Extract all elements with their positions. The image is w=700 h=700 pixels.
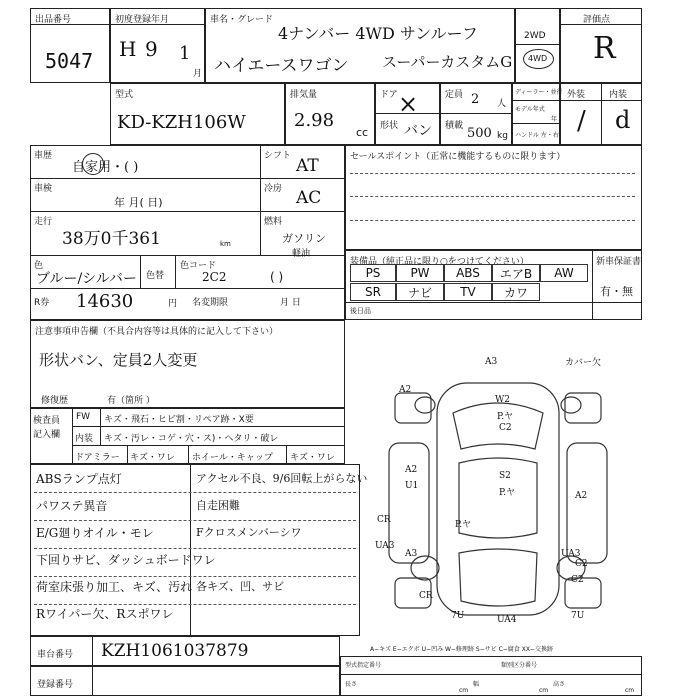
remark-left-2: E/G廻りオイル・モレ	[36, 526, 154, 540]
aftermarket-label: 後日品	[350, 307, 371, 315]
reg-number-box	[30, 666, 340, 696]
category-label: 類別区分番号	[501, 662, 538, 669]
diagram-mark-15: UA3	[561, 549, 581, 559]
diagram-mark-19: 7U	[451, 611, 465, 621]
height-label: 高さ	[553, 681, 566, 688]
model-code-box	[110, 83, 285, 145]
mileage-label: 走行	[34, 217, 53, 227]
equipment-row1-2: ABS	[444, 264, 492, 282]
equipment-row1-3: エアB	[492, 264, 540, 282]
remark-left-3: 下回りサビ、ダッシュボードワレ	[36, 553, 216, 567]
color-code: 2C2	[202, 270, 227, 284]
capacity: 2	[471, 92, 480, 107]
mileage-unit: km	[220, 240, 231, 248]
score-box	[560, 8, 642, 83]
diagram-legend: A−キズ E−エクボ U−凹み W−修理跡 S−サビ C−腐食 XX−交換跡	[370, 646, 553, 653]
name-change-value: 月 日	[280, 298, 301, 308]
first-reg-label: 初度登録年月	[115, 15, 170, 25]
designation-box	[340, 656, 642, 696]
diagram-mark-4: P.ヤ	[497, 412, 514, 422]
damage-diagram	[375, 353, 640, 643]
fw-label: FW	[76, 412, 91, 422]
aftermarket-box	[345, 302, 642, 320]
era: H	[119, 37, 137, 61]
shift-label: シフト	[264, 151, 292, 161]
diagram-mark-3: W2	[495, 395, 510, 405]
remark-right-0: アクセル不良、9/6回転上がらない	[196, 472, 368, 485]
inspection-value: 年 月( 日)	[114, 196, 163, 209]
wheel-text: キズ・ワレ	[290, 453, 335, 463]
transfer-label: 新車保証書	[596, 257, 642, 267]
load-unit: kg	[497, 131, 508, 141]
recolor-label: 色替	[146, 271, 165, 281]
diagram-mark-9: P.ヤ	[499, 488, 516, 498]
diagram-mark-7: U1	[405, 481, 419, 491]
name-note: 4ナンバー 4WD サンルーフ	[278, 24, 478, 43]
sales-box	[345, 145, 642, 250]
length-label: 長さ	[345, 681, 358, 688]
usage-circle	[82, 153, 104, 175]
remark-left-4: 荷室床張り加工、キズ、汚れ	[36, 580, 193, 594]
displacement-label: 排気量	[290, 90, 318, 100]
diagram-mark-5: C2	[499, 423, 512, 433]
model-year-label: モデル年式	[515, 106, 545, 113]
diagram-mark-1: カバー欠	[565, 358, 602, 368]
diagram-mark-20: UA4	[497, 615, 517, 625]
diagram-mark-14: A3	[405, 549, 418, 559]
diagram-mark-13: UA3	[375, 541, 395, 551]
chassis-number: KZH1061037879	[101, 641, 249, 661]
mileage-value: 38万0千361	[62, 229, 161, 249]
drive-box	[515, 8, 560, 83]
mirror-label: ドアミラー	[75, 453, 120, 463]
name-change-label: 名変期限	[192, 298, 229, 308]
notes-label: 注意事項申告欄（不具合内容等は具体的に記入して下さい）	[35, 327, 279, 337]
model-code: KD-KZH106W	[117, 112, 246, 133]
ext-label: 外装	[567, 90, 586, 100]
fuel-label: 燃料	[264, 217, 283, 227]
remark-left-5: Rワイパー欠、Rスポワレ	[36, 607, 174, 621]
equipment-label: 装備品（純正品に限り○をつけてください）	[350, 257, 529, 267]
dealer-label: ディーラー・並行	[515, 89, 563, 96]
displacement-unit: cc	[356, 126, 369, 139]
diagram-mark-6: A2	[405, 465, 418, 475]
reg-year: 9	[145, 37, 158, 61]
doors-box	[375, 83, 440, 145]
lot-number: 5047	[45, 49, 94, 73]
remark-left-1: パワステ異音	[36, 499, 108, 513]
displacement: 2.98	[294, 110, 335, 131]
notes-box	[30, 320, 345, 408]
capacity-unit: 人	[497, 99, 507, 109]
ac-value: AC	[296, 188, 322, 208]
equipment-row1-1: PW	[396, 264, 444, 282]
reg-month: 1	[179, 43, 191, 64]
mirror-text: キズ・ワレ	[130, 453, 175, 463]
doors-mark: ×	[398, 90, 419, 118]
int-label: 内装	[609, 90, 628, 100]
body: バン	[404, 123, 432, 139]
fw-text: キズ・飛石・ヒビ割・リペア跡・X要	[104, 415, 254, 425]
recycle-unit: 円	[168, 299, 178, 309]
lot-label: 出品番号	[35, 15, 72, 25]
transfer-value: 有・無	[600, 285, 633, 298]
year-unit: 年	[551, 116, 558, 123]
model-designation-label: 型式指定番号	[345, 662, 382, 669]
color-code-label: 色コード	[180, 261, 217, 271]
drive-label: 2WD	[524, 31, 546, 41]
length-unit-3: cm	[625, 687, 635, 694]
name-grade-label: 車名・グレード	[210, 15, 274, 25]
recycle-amount: 14630	[76, 291, 134, 312]
sales-label: セールスポイント（正常に機能するものに限ります）	[350, 152, 566, 162]
month-unit: 月	[193, 69, 203, 79]
equipment-row2-1: ナビ	[396, 283, 444, 301]
equipment-row1-0: PS	[350, 264, 396, 282]
remark-right-3: 各キズ、凹、サビ	[196, 580, 285, 593]
int-grade: d	[615, 106, 631, 134]
notes-text: 形状バン、定員2人変更	[39, 351, 198, 369]
color-value: ブルー/シルバー	[36, 271, 137, 287]
ac-label: 冷房	[264, 184, 283, 194]
inspector-label-1: 検査員	[33, 416, 61, 426]
equipment-row2-3: カワ	[492, 283, 540, 301]
equipment-row2-2: TV	[444, 283, 492, 301]
remark-right-1: 自走困難	[196, 499, 240, 512]
load-label: 積載	[445, 121, 464, 131]
diagram-mark-16: C2	[575, 559, 588, 569]
length-unit-2: cm	[539, 687, 549, 694]
length-unit-1: cm	[459, 687, 469, 694]
model-name: ハイエースワゴン	[214, 56, 349, 76]
int-text: キズ・汚レ・コゲ・穴・ス)・ヘタリ・破レ	[104, 434, 279, 444]
drive-circle	[523, 49, 554, 69]
wheel-label: ホイール・キャップ	[192, 453, 273, 463]
reg-number-label: 登録番号	[37, 680, 74, 690]
fuel-value: ガソリン	[282, 232, 326, 245]
diagram-mark-11: CR	[377, 515, 391, 525]
int-label-insp: 内装	[75, 434, 94, 444]
diagram-mark-2: A2	[399, 385, 412, 395]
model-code-label: 型式	[115, 90, 134, 100]
fuel-paren: ( )	[270, 270, 284, 284]
diagram-mark-18: CR	[419, 591, 433, 601]
equipment-row2-0: SR	[350, 283, 396, 301]
load: 500	[467, 126, 492, 141]
width-label: 幅	[473, 681, 480, 688]
auction-sheet	[30, 8, 642, 696]
doors-label: ドア	[380, 90, 398, 100]
score-label: 評価点	[583, 15, 611, 25]
dealer-box	[512, 83, 563, 145]
inspection-label: 車検	[34, 184, 53, 194]
repair-label: 修復歴	[41, 396, 69, 406]
diagram-mark-10: A2	[575, 491, 588, 501]
chassis-label: 車台番号	[37, 650, 74, 660]
first-registration-box	[110, 8, 205, 83]
chassis-box	[30, 636, 340, 666]
color-label: 色	[34, 261, 44, 271]
repair-value: 有（箇所 ）	[107, 396, 155, 406]
body-label: 形状	[380, 121, 399, 131]
usage-value: 自家用・( )	[72, 160, 139, 175]
diagram-mark-0: A3	[485, 357, 498, 367]
fuel-sub: 軽油	[292, 249, 311, 259]
diagram-mark-17: C2	[571, 575, 584, 585]
diagram-mark-12: P.ヤ	[455, 520, 472, 530]
ext-grade: /	[577, 106, 586, 136]
diagram-mark-21: 7U	[571, 611, 585, 621]
inspector-label-2: 記入欄	[33, 430, 61, 440]
equipment-row1-4: AW	[540, 264, 588, 282]
drive-circled: 4WD	[528, 54, 548, 63]
score-value: R	[593, 31, 616, 66]
handle-label: ハンドル 左・右	[515, 132, 559, 139]
shift-value: AT	[296, 156, 319, 176]
remark-left-0: ABSランプ点灯	[36, 472, 122, 486]
remark-right-2: Fクロスメンバーシワ	[196, 526, 302, 539]
usage-label: 車歴	[34, 151, 53, 161]
name-grade-box	[205, 8, 515, 83]
capacity-label: 定員	[445, 90, 464, 100]
displacement-box	[285, 83, 375, 145]
diagram-mark-8: S2	[499, 471, 511, 481]
lot-box	[30, 8, 110, 83]
recycle-label: R券	[34, 298, 50, 308]
capacity-box	[440, 83, 512, 145]
grade: スーパーカスタムG	[382, 53, 513, 71]
